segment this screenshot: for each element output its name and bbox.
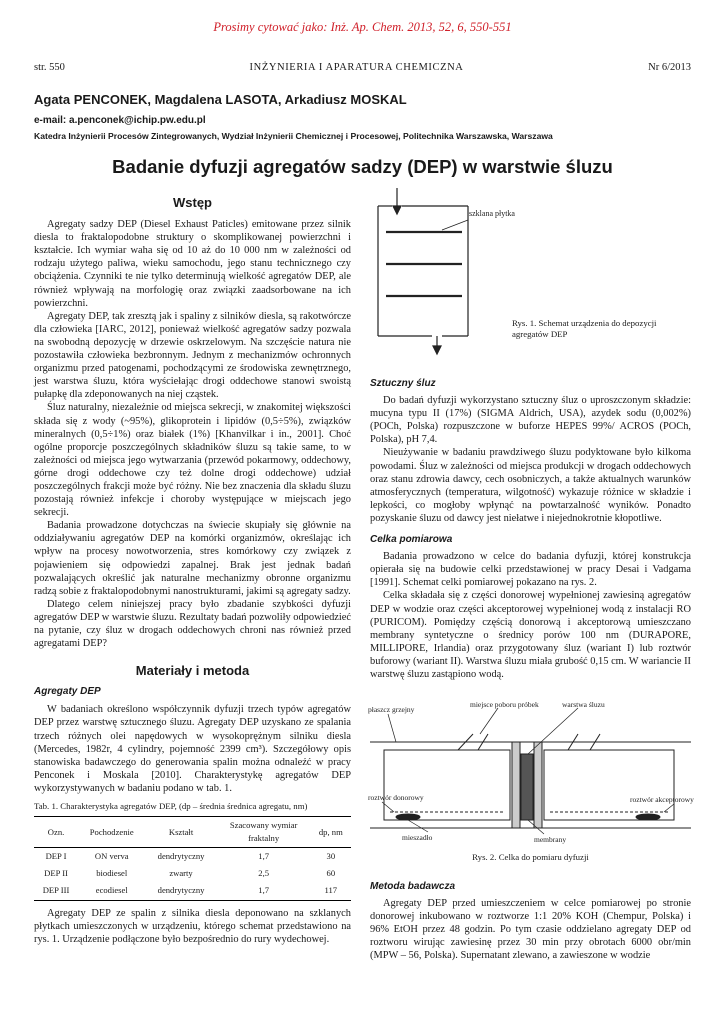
email: e-mail: a.penconek@ichip.pw.edu.pl: [34, 115, 206, 126]
fig2-label-mucus: warstwa śluzu: [562, 700, 605, 709]
paragraph: Agregaty DEP, tak zresztą jak i spaliny z silników diesla, są rakotwórcze dla człowieka [IARC, 2012], ponieważ wielkość agregatów sadzy pozwala na swobodną depozycję w drzewie oskrzelowym. Na szczęście natura nie pozostawiła człowieka bezbronnym. Jednym z mechanizmów ochronnych organizmu przed patogenami, pochodzącymi ze środowiska zewnętrznego, jest warstwa śluzu, która wyściełając drogi oddechowe stanowi swoistą pułapkę dla zdeponowanych na niej cząstek.: [34, 310, 351, 401]
issue-number: Nr 6/2013: [648, 62, 691, 73]
fig1-label: szklana płytka: [469, 209, 515, 218]
table-cell: biodiesel: [96, 868, 128, 879]
table-cell: DEP I: [45, 851, 67, 862]
fig2-label-ports: miejsce poboru próbek: [470, 700, 539, 709]
table-header: Pochodzenie: [89, 826, 134, 837]
paragraph: W badaniach określono współczynnik dyfuzji trzech typów agregatów DEP przez warstwę sztucznego śluzu. Agregaty DEP uzyskano ze spalania trzech różnych olei napędowych w wysokoprężnym silniku diesla (Mercedes, 1982r, 4 cylindry, pojemność 2399 cm³). Szczegółowy opis stanowiska badawczego do generowania spalin można odnaleźć w pracy Penconek i Moskala [2010]. Charakterystykę agregatów DEP wykorzystywanych w badaniu podano w tab. 1.: [34, 704, 351, 794]
stirrer-bar: [396, 814, 420, 820]
table-caption: Tab. 1. Charakterystyka agregatów DEP, (dp – średnia średnica agregatu, nm): [34, 801, 308, 812]
table-header-row: [34, 817, 351, 848]
journal-name: INŻYNIERIA I APARATURA CHEMICZNA: [249, 62, 464, 73]
paragraph: Agregaty DEP przed umieszczeniem w celce pomiarowej po stronie donorowej inkubowano w roztworze 1:1 20% KOH (Chempur, Polska) i 96% EtOH przez 48 godzin. Po tym czasie oddzielano agregaty DEP od roztworu wirując zawiesinę przez 30 min przy obrotach 6000 obr/min (MPW – 56, Polska). Supernatant zlewano, a zawieszone w wodzie: [370, 898, 691, 962]
left-column: [34, 196, 351, 946]
right-column-bottom: [370, 880, 691, 963]
table-cell: dendrytyczny: [157, 885, 205, 896]
donor-chamber: [384, 750, 510, 820]
heading-intro: Wstęp: [173, 195, 212, 210]
paper-title: Badanie dyfuzji agregatów sadzy (DEP) w warstwie śluzu: [112, 156, 613, 177]
citation-note: Prosimy cytować jako: Inż. Ap. Chem. 2013, 52, 6, 550-551: [213, 20, 512, 34]
paragraph: Agregaty sadzy DEP (Diesel Exhaust Paticles) emitowane przez silnik diesla to fraktalopodobne struktury o skomplikowanej powierzchni i kształcie. Ich wymiar waha się od 10 aż do 10 000 nm w zależności od rodzaju użytego paliwa, wieku samochodu, jego stanu technicznego czy obciążenia. Czynniki te nie tylko determinują wielkość agregatów DEP, ale również wpływają na morfologię oraz związki zaadsorbowane na ich powierzchni.: [34, 219, 351, 309]
authors: Agata PENCONEK, Magdalena LASOTA, Arkadiusz MOSKAL: [34, 92, 407, 107]
fig2-label-acceptor: roztwór akceptorowy: [630, 795, 694, 804]
paragraph: Badania prowadzono w celce do badania dyfuzji, której konstrukcja opierała się na budowie celki przedstawionej w pracy Desai i Vadgama [1991]. Schemat celki pomiarowej pokazano na rys. 2.: [370, 551, 691, 589]
heading-methods: Materiały i metoda: [135, 663, 250, 679]
paragraph: Badania prowadzone dotychczas na świecie skupiały się głównie na oddziaływaniu agregatów DEP na komórki organizmów, określając ich wpływ na procesy nowotworzenia, stres komórkowy czy związek z pojawieniem się odpowiedzi zapalnej. Brak jest jednak badań pozwalających określić jak naturalne mechanizmy obronne organizmu radzą sobie z fraktalopodobnymi nanostrukturami, jakimi są agregaty sadzy.: [34, 520, 351, 597]
table-header: Kształt: [168, 826, 194, 837]
acceptor-chamber: [544, 750, 674, 820]
running-header: [34, 62, 691, 73]
figure-1-diagram: [372, 186, 515, 358]
table-cell: 1,7: [258, 851, 270, 862]
table-cell: 1,7: [258, 885, 270, 896]
paragraph: Do badań dyfuzji wykorzystano sztuczny śluz o uproszczonym składzie: mucyna typu II (17%) (SIGMA Aldrich, USA), azydek sodu (0,002%) (POCh, Polska) rozpuszczone w buforze HEPES 99%/ ACROS (POCh, Polska), pH 7,4.: [370, 395, 691, 446]
heading-method: Metoda badawcza: [370, 881, 456, 892]
table-row: [34, 882, 351, 900]
page-number: str. 550: [34, 62, 65, 73]
table-cell: 2,5: [258, 868, 270, 879]
right-column: [370, 377, 691, 681]
figure-2-caption: Rys. 2. Celka do pomiaru dyfuzji: [472, 852, 589, 862]
paragraph: Agregaty DEP ze spalin z silnika diesla deponowano na szklanych płytkach umieszczonych w urządzeniu, którego schemat przedstawiono na rys. 1. Urządzenie podłączone było bezpośrednio do rury wydechowej.: [34, 907, 351, 945]
table-cell: 30: [326, 851, 336, 862]
table-cell: DEP II: [44, 868, 68, 879]
table-row: [34, 848, 351, 866]
figure-1-caption: Rys. 1. Schemat urządzenia do depozycji agregatów DEP: [512, 318, 657, 339]
paragraph: Dlatego celem niniejszej pracy było zbadanie szybkości dyfuzji agregatów DEP w warstwie śluzu. Rezultaty badań pozwoliły odpowiedzieć na pytanie, czy śluz w drogach oddechowych chroni nas również przed agregatami DEP?: [34, 598, 351, 650]
table-row: [34, 865, 351, 882]
table-header: Szacowany wymiar fraktalny: [229, 820, 298, 844]
table-header: dp, nm: [318, 826, 343, 837]
dep-table: [34, 816, 351, 900]
mucus-layer: [521, 754, 533, 820]
fig2-label-donor: roztwór donorowy: [368, 793, 424, 802]
heading-mucus: Sztuczny śluz: [370, 378, 436, 389]
table-cell: DEP III: [42, 885, 70, 896]
paragraph: Celka składała się z części donorowej wypełnionej zawiesiną agregatów DEP w wodzie oraz części akceptorowej wypełnionej wodą z instalacji RO (PURICOM). Pomiędzy częścią donorową i akceptorową umieszczano membrany syntetyczne o średnicy porów 100 nm (DURAPORE, MILLIPORE, Irlandia) oraz przygotowany śluz (wariant I) lub roztwór buforowy (wariant II). Warstwa śluzu miała grubość 0,15 cm. W wariancie II warstwę śluzu zastąpiono wodą.: [370, 590, 691, 680]
table-cell: 117: [324, 885, 338, 896]
fig2-label-jacket: płaszcz grzejny: [368, 705, 415, 714]
table-cell: zwarty: [169, 868, 193, 879]
paragraph: Śluz naturalny, niezależnie od miejsca sekrecji, w znakomitej większości składa się z wody (~95%), glikoprotein i lipidów (0,5÷5%), związków mineralnych (0,5÷1%) oraz białek (1%) [Khanvilkar i in., 2001]. Choć ogólne proporcje poszczególnych składników śluzu są takie same, to w zależności od miejsca jego wytwarzania (przewód pokarmowy, oddechowy, górne drogi oddechowe czy też dolne drogi oddechowe) udział poszczególnych frakcji może być różny. Nie bez znaczenia dla składu śluzu pozostają również infekcje i choroby występujące w miejscach jego sekrecji.: [34, 402, 351, 519]
heading-dep: Agregaty DEP: [34, 686, 101, 698]
fig2-label-membrane: membrany: [534, 835, 567, 844]
heading-cell: Celka pomiarowa: [370, 534, 453, 546]
table-cell: ON verva: [94, 851, 129, 862]
figure-2-diagram: [368, 700, 693, 845]
table-cell: ecodiesel: [95, 885, 128, 896]
table-header: Ozn.: [47, 826, 65, 837]
affiliation: Katedra Inżynierii Procesów Zintegrowanych, Wydział Inżynierii Chemicznej i Procesowej, Politechnika Warszawska, Warszawa: [34, 131, 553, 141]
fig2-label-stirrer: mieszadło: [402, 833, 433, 842]
table-cell: 60: [326, 868, 336, 879]
table-cell: dendrytyczny: [157, 851, 205, 862]
paragraph: Nieużywanie w badaniu prawdziwego śluzu podyktowane było kilkoma powodami. Śluz w zależności od miejsca produkcji w drogach oddechowych oraz stanu zdrowia dawcy, cech osobniczych, a także aktualnych warunków atmosferycznych (temperatura, wilgotność) wykazuje różnice w składzie i lepkości, co mogłoby wpłynąć na powtarzalność wyników. Ponadto pozyskanie śluzu od dawcy jest niełatwe i niejednokrotnie kłopotliwe.: [370, 447, 691, 524]
